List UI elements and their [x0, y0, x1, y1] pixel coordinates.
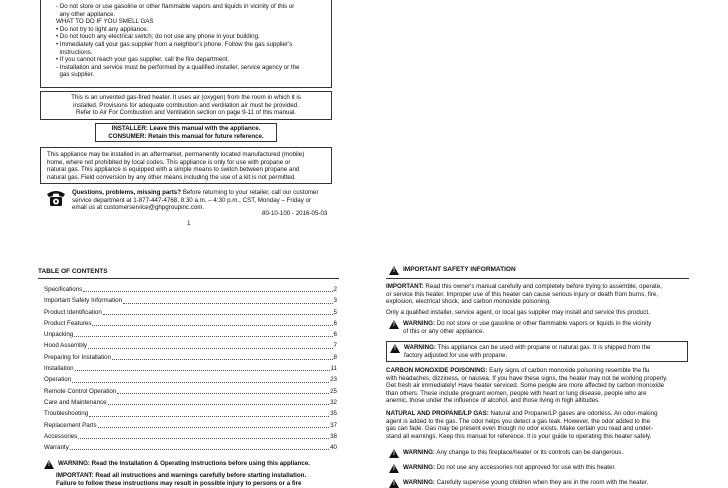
toc-entry[interactable] [44, 386, 337, 397]
toc-entry-label: Remote Control Operation [44, 387, 117, 395]
contact-info [72, 189, 342, 212]
safety-title-text: IMPORTANT SAFETY INFORMATION [403, 266, 516, 273]
toc-entry-label: Accessories [44, 432, 78, 440]
toc-leader [75, 370, 330, 371]
toc-entry[interactable] [44, 374, 337, 385]
gas-warning-line: • If you cannot reach your gas supplier, call the fire department. [56, 56, 230, 64]
co-l1: Early signs of carbon monoxide poisoning resemble the flu [487, 367, 650, 374]
gas-l2: agent is added to the gas. The odor helps you detect a gas leak. However, the odor added to the [386, 417, 651, 425]
warn1-l2: of this or any other appliance. [403, 327, 485, 335]
toc-entry-page: 2 [333, 286, 337, 293]
toc-entry[interactable] [44, 318, 337, 329]
gas-warning-line: - Installation and service must be performed by a qualified installer, service agency or the [56, 63, 300, 71]
toc-entry[interactable] [44, 352, 337, 363]
warning-icon: ! [389, 449, 399, 458]
toc-entry-label: Warranty [44, 444, 69, 452]
toc-leader [103, 314, 333, 315]
toc-warning-text: WARNING: Read the Installation & Operating Instructions before using this appliance. [58, 460, 310, 467]
toc-title: TABLE OF CONTENTS [38, 268, 108, 275]
warning-icon: ! [390, 344, 400, 353]
toc-leader [117, 393, 329, 394]
co-l5: anemic, those under the influence of alcohol, and those living in high altitudes. [386, 397, 600, 405]
gas-lead: NATURAL AND PROPANE/LP GAS: [386, 410, 489, 417]
toc-entry-page: 25 [330, 387, 337, 395]
w4-text: Carefully supervise young children when they are in the room with the heater. [434, 479, 649, 486]
co-l2: with headaches, dizziness, or nausea. If you have these signs, the heater may not be working properly. [386, 374, 668, 382]
boxed-l1: This appliance can be used with propane or natural gas. It is shipped from the [435, 344, 651, 351]
toc-entry-page: 7 [333, 342, 337, 350]
toc-important-2: Failure to follow these instructions may result in possible injury to persons or a fire [56, 480, 302, 487]
warning-icon: ! [389, 479, 399, 488]
toc-leader [98, 427, 329, 428]
telephone-icon [45, 188, 67, 208]
page-number: 1 [187, 220, 191, 227]
toc-entry[interactable] [44, 442, 337, 453]
warn1-lead: WARNING: [403, 320, 435, 327]
safety-qualified: Only a qualified installer, service agent, or local gas supplier may install and service this product. [386, 309, 650, 316]
toc-leader [74, 336, 332, 337]
safety-important-l2: or service this heater. Improper use of this heater can cause serious injury or death from burns, fire, [386, 290, 659, 298]
co-l3: Get fresh air immediately! Have heater serviced. Some people are more affected by carbon monoxide [386, 382, 665, 390]
toc-leader [123, 303, 332, 304]
propane-warning-box [386, 341, 688, 362]
gas-warning-line: WHAT TO DO IF YOU SMELL GAS [56, 18, 154, 26]
toc-entry-page: 32 [330, 398, 337, 406]
contact-lead: Questions, problems, missing parts? [72, 189, 181, 196]
toc-entry-label: Installation [44, 365, 74, 373]
toc-entry-label: Preparing for Installation [44, 353, 112, 361]
toc-leader [92, 325, 332, 326]
doc-code: 80-10-100 - 2016-05-03 [262, 210, 328, 217]
toc-entry[interactable] [44, 284, 337, 295]
toc-entry[interactable] [44, 431, 337, 442]
gas-warning-text [56, 3, 331, 79]
gas-warning-line: - Do not store or use gasoline or other flammable vapors and liquids in vicinity of this or [56, 3, 295, 10]
toc-entry-page: 5 [333, 308, 337, 316]
toc-entry-page: 38 [330, 432, 337, 440]
toc-entry[interactable] [44, 329, 337, 340]
safety-important [386, 283, 692, 306]
toc-entry[interactable] [44, 340, 337, 351]
gas-warning-line: any other appliance. [56, 10, 116, 18]
toc-entry-label: Product Features [44, 319, 92, 327]
co-lead: CARBON MONOXIDE POISONING: [386, 367, 488, 374]
gas-warning-line: instructions. [56, 48, 93, 56]
toc-leader [112, 359, 332, 360]
gas-warning-line: • Immediately call your gas supplier from a neighbor's phone. Follow the gas supplier's [56, 40, 293, 48]
boxed-l2: factory adjusted for use with propane. [404, 351, 508, 359]
contact-line2: service department at 1-877-447-4768, 8:30 a.m. – 4:30 p.m., CST, Monday – Friday or [72, 196, 312, 204]
safety-warning-1 [389, 320, 689, 335]
unvented-line: Refer to Air For Combustion and Ventilation section on page 9-11 of this manual. [75, 109, 296, 117]
safety-warning-3 [389, 464, 616, 473]
toc-entry-label: Operation [44, 376, 72, 384]
consumer-line: CONSUMER: Retain this manual for future reference. [108, 132, 264, 140]
toc-entry[interactable] [44, 408, 337, 419]
toc-leader [78, 438, 329, 439]
toc-entry-page: 6 [333, 319, 337, 327]
toc-entry-label: Troubleshooting [44, 410, 89, 418]
gas-odor [386, 410, 692, 440]
co-poisoning [386, 367, 692, 405]
gas-warning-line: • Do not try to light any appliance. [56, 25, 149, 33]
toc-entry[interactable] [44, 295, 337, 306]
installer-box [95, 123, 277, 142]
mobile-home-line: natural gas. This appliance is equipped with a simple means to switch between propane and [47, 166, 300, 174]
toc-entry-page: 11 [330, 365, 337, 373]
mobile-home-line: natural gas. Field conversion by any other means including the use of a kit is not permitted. [47, 173, 297, 181]
warning-icon: ! [389, 320, 399, 329]
installer-line: INSTALLER: Leave this manual with the appliance. [111, 125, 261, 132]
gas-warning-line: • Do not touch any electrical switch; do not use any phone in your building. [56, 33, 260, 41]
toc-leader [72, 382, 329, 383]
warning-icon: ! [44, 460, 54, 469]
warn1-l1: Do not store or use gasoline or other flammable vapors or liquids in the vicinity [434, 320, 652, 327]
toc-leader [83, 291, 332, 292]
safety-important-lead: IMPORTANT: [386, 283, 424, 290]
contact-line3: email us at customerservice@ghpgroupinc.com. [72, 204, 205, 212]
unvented-heater-box [40, 91, 332, 120]
safety-rule [386, 278, 689, 279]
toc-entry-page: 3 [333, 297, 337, 305]
toc-entry-label: Hood Assembly [44, 342, 87, 350]
mobile-home-box [40, 147, 332, 184]
toc-leader [88, 348, 333, 349]
toc-entry[interactable] [44, 397, 337, 408]
safety-important-l3: explosion, electrical shock, and carbon monoxide poisoning. [386, 298, 551, 306]
toc-entry-page: 35 [330, 410, 337, 418]
w3-lead: WARNING: [403, 464, 435, 471]
co-l4: than others. These include pregnant women, people with heart or lung disease, people who are [386, 389, 647, 397]
toc-leader [70, 449, 329, 450]
safety-important-l1: Read this owner's manual carefully and completely before trying to assemble, operate, [423, 283, 662, 290]
warning-icon: ! [389, 266, 399, 275]
toc-entry[interactable] [44, 420, 337, 431]
unvented-line: installed. Provisions for adequate combustion and ventilation air must be provided. [73, 101, 299, 109]
toc-warning [44, 460, 344, 469]
toc-rule [38, 278, 339, 279]
w3-text: Do not use any accessories not approved for use with this heater. [434, 464, 616, 471]
unvented-line: This is an unvented gas-fired heater. It uses air (oxygen) from the room in which it is [71, 94, 301, 101]
gas-l3: gas can fade. Gas may be present even though no odor exists. Make certain you read and under- [386, 425, 653, 433]
w2-lead: WARNING: [403, 449, 435, 456]
toc-leader [108, 404, 330, 405]
gas-warning-box [40, 0, 332, 88]
toc-entry-label: Care and Maintenance [44, 398, 107, 406]
toc-entry-label: Replacement Parts [44, 421, 97, 429]
toc-leader [89, 416, 329, 417]
toc-important-1: IMPORTANT: Read all instructions and warnings carefully before starting installation. [56, 472, 307, 479]
toc-list [44, 284, 337, 453]
safety-title [389, 266, 516, 275]
gas-l1: Natural and Propane/LP gases are odorless. An odor-making [488, 410, 658, 417]
gas-warning-line: gas supplier. [56, 71, 95, 79]
toc-entry-label: Product Identification [44, 308, 102, 316]
toc-entry-page: 23 [330, 376, 337, 384]
toc-entry-label: Unpacking [44, 331, 74, 339]
gas-l4: stand all warnings. Keep this manual for reference. It is your guide to operating this heater safely. [386, 432, 652, 440]
mobile-home-text [47, 151, 325, 181]
mobile-home-line: This appliance may be installed in an aftermarket, permanently located manufactured (mobile) [47, 151, 305, 158]
w4-lead: WARNING: [403, 479, 435, 486]
toc-entry-label: Specifications [44, 286, 83, 293]
safety-warning-4 [389, 479, 648, 488]
safety-warning-2 [389, 449, 623, 458]
toc-entry-page: 8 [333, 353, 337, 361]
toc-entry[interactable] [44, 363, 337, 374]
contact-line1: Before returning to your retailer, call our customer [181, 189, 319, 196]
toc-entry-page: 40 [330, 444, 337, 452]
toc-entry-page: 6 [333, 331, 337, 339]
mobile-home-line: home, where not prohibited by local codes. This appliance is only for use with propane or [47, 158, 291, 166]
warning-icon: ! [389, 464, 399, 473]
boxed-lead: WARNING: [404, 344, 436, 351]
toc-entry-page: 37 [330, 421, 337, 429]
unvented-heater-text [45, 94, 327, 117]
w2-text: Any change to this fireplace/heater or its controls can be dangerous. [434, 449, 624, 456]
toc-entry[interactable] [44, 307, 337, 318]
toc-entry-label: Important Safety Information [44, 297, 123, 305]
